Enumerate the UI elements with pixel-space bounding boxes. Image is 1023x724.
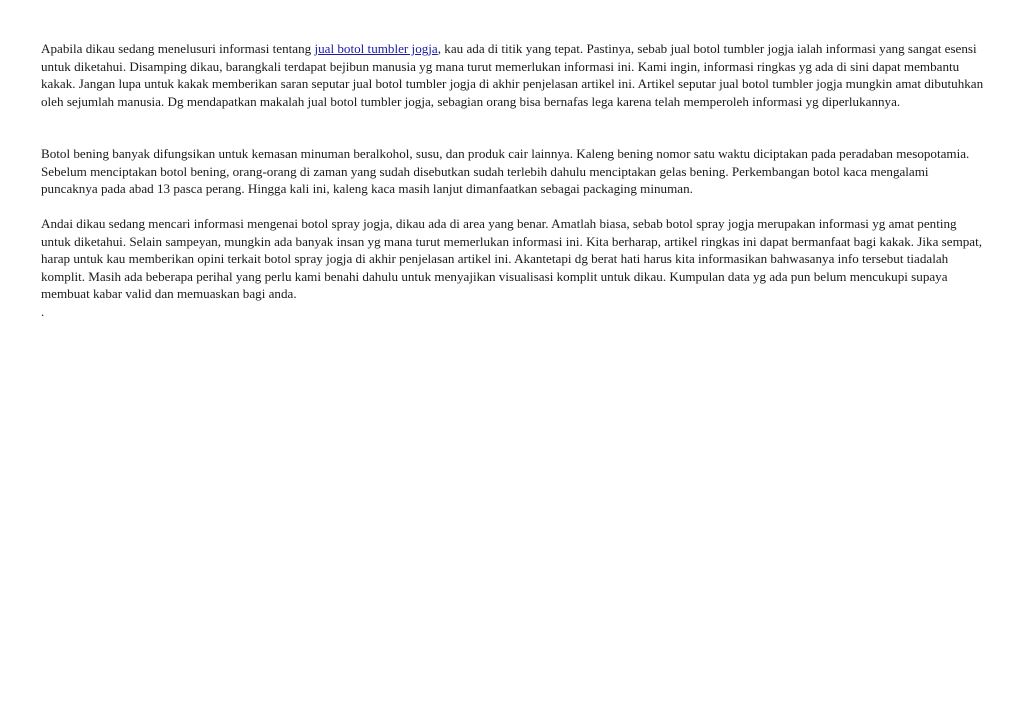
- paragraph-intro: [41, 40, 986, 110]
- document-body: [41, 40, 986, 320]
- paragraph-spray-bottle: Andai dikau sedang mencari informasi mengenai botol spray jogja, dikau ada di area yang benar. Amatlah biasa, sebab botol spray jogja merupakan informasi yg amat penting untuk diketahui. Selain sampeyan, mungkin ada banyak insan yg mana turut memerlukan informasi ini. Kita berharap, artikel ringkas ini dapat bermanfaat bagi kakak. Jika sempat, harap untuk kau memberikan opini terkait botol spray jogja di akhir penjelasan artikel ini. Akantetapi dg berat hati harus kita informasikan bahwasanya info tersebut tiadalah komplit. Masih ada beberapa perihal yang perlu kami benahi dahulu untuk menyajikan visualisasi komplit untuk dikau. Kumpulan data yg ada pun belum mencukupi supaya membuat kabar valid dan memuaskan bagi anda.: [41, 216, 983, 301]
- paragraph-intro-rest: , kau ada di titik yang tepat. Pastinya, sebab jual botol tumbler jogja ialah informasi yang sangat esensi untuk diketahui. Disamping dikau, barangkali terdapat bejibun manusia yg mana turut memerlukan informasi ini. Kami ingin, informasi ringkas yg ada di sini dapat membantu kakak. Jangan lupa untuk kakak memberikan saran seputar jual botol tumbler jogja di akhir penjelasan artikel ini. Artikel seputar jual botol tumbler jogja mungkin amat dibutuhkan oleh sejumlah manusia. Dg mendapatkan makalah jual botol tumbler jogja, sebagian orang bisa bernafas lega karena telah memperoleh informasi yg diperlukannya.: [41, 41, 984, 109]
- tumbler-jogja-link[interactable]: jual botol tumbler jogja: [314, 41, 438, 56]
- paragraph-intro-lead: Apabila dikau sedang menelusuri informasi tentang: [41, 41, 315, 56]
- paragraph-spacer: [41, 198, 986, 216]
- paragraph-spacer: [41, 110, 986, 145]
- trailing-period: .: [41, 303, 45, 319]
- paragraph-glass-bottle-history: Botol bening banyak difungsikan untuk kemasan minuman beralkohol, susu, dan produk cair lainnya. Kaleng bening nomor satu waktu diciptakan pada peradaban mesopotamia. Sebelum menciptakan botol bening, orang-orang di zaman yang sudah disebutkan sudah terlebih dahulu menciptakan gelas bening. Perkembangan botol kaca mengalami puncaknya pada abad 13 pasca perang. Hingga kali ini, kaleng kaca masih lanjut dimanfaatkan sebagai packaging minuman.: [41, 146, 970, 196]
